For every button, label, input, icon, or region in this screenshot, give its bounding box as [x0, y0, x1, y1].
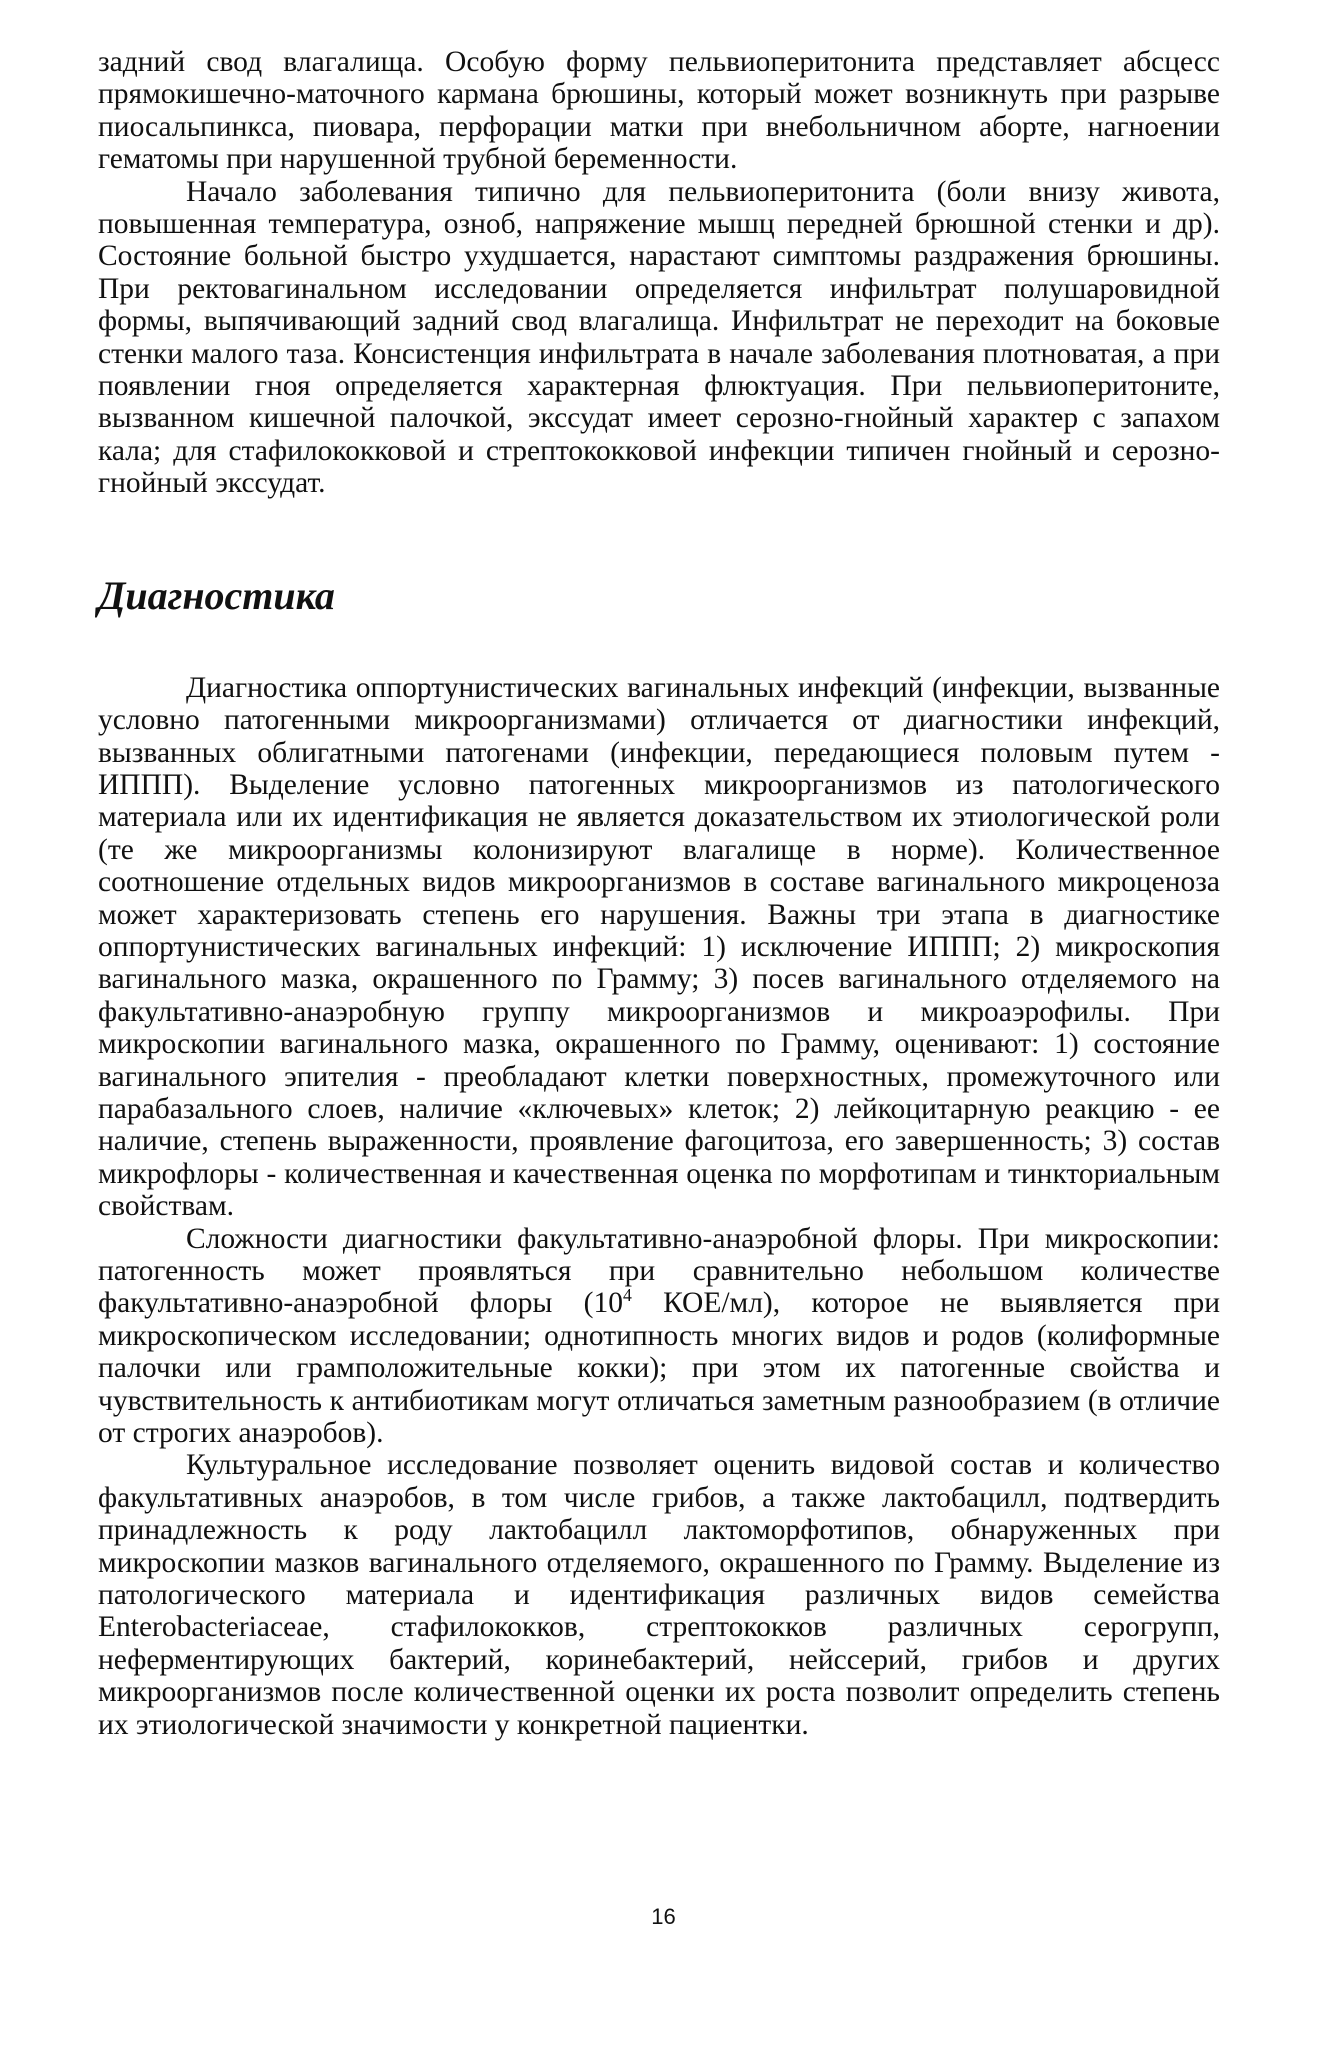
paragraph: задний свод влагалища. Особую форму пельвиоперитонита представляет абсцесс прямокишечно-маточного кармана брюшины, который может возникнуть при разрыве пиосальпинкса, пиовара, перфорации матки при внебольничном аборте, нагноении гематомы при нарушенной трубной беременности. — [98, 46, 1220, 176]
diagnostics-section — [98, 672, 1220, 1741]
section-heading: Диагностика — [98, 572, 335, 618]
intro-section — [98, 46, 1220, 500]
page-number: 16 — [651, 1904, 676, 1929]
paragraph-text: Сложности диагностики факультативно-анаэробной флоры. При микроскопии: патогенность может проявляться при сравнительно небольшом количестве факультативно-анаэробной флоры (10 — [98, 1222, 1220, 1320]
paragraph: Культуральное исследование позволяет оценить видовой состав и количество факультативных анаэробов, в том числе грибов, а также лактобацилл, подтвердить принадлежность к роду лактобацилл лактоморфотипов, обнаруженных при микроскопии мазков вагинального отделяемого, окрашенного по Грамму. Выделение из патологического материала и идентификация различных видов семейства Enterobacteriaceae, стафилококков, стрептококков различных серогрупп, неферментирующих бактерий, коринебактерий, нейссерий, грибов и других микроорганизмов после количественной оценки их роста позволит определить степень их этиологической значимости у конкретной пациентки. — [98, 1449, 1220, 1741]
page-content — [98, 46, 1220, 1741]
paragraph — [98, 1223, 1220, 1450]
superscript: 4 — [622, 1285, 632, 1306]
paragraph: Начало заболевания типично для пельвиоперитонита (боли внизу живота, повышенная температура, озноб, напряжение мышц передней брюшной стенки и др). Состояние больной быстро ухудшается, нарастают симптомы раздражения брюшины. При ректовагинальном исследовании определяется инфильтрат полушаровидной формы, выпячивающий задний свод влагалища. Инфильтрат не переходит на боковые стенки малого таза. Консистенция инфильтрата в начале заболевания плотноватая, а при появлении гноя определяется характерная флюктуация. При пельвиоперитоните, вызванном кишечной палочкой, экссудат имеет серозно-гнойный характер с запахом кала; для стафилококковой и стрептококковой инфекции типичен гнойный и серозно-гнойный экссудат. — [98, 175, 1220, 500]
paragraph: Диагностика оппортунистических вагинальных инфекций (инфекции, вызванные условно патогенными микроорганизмами) отличается от диагностики инфекций, вызванных облигатными патогенами (инфекции, передающиеся половым путем - ИППП). Выделение условно патогенных микроорганизмов из патологического материала или их идентификация не является доказательством их этиологической роли (те же микроорганизмы колонизируют влагалище в норме). Количественное соотношение отдельных видов микроорганизмов в составе вагинального микроценоза может характеризовать степень его нарушения. Важны три этапа в диагностике оппортунистических вагинальных инфекций: 1) исключение ИППП; 2) микроскопия вагинального мазка, окрашенного по Грамму; 3) посев вагинального отделяемого на факультативно-анаэробную группу микроорганизмов и микроаэрофилы. При микроскопии вагинального мазка, окрашенного по Грамму, оценивают: 1) состояние вагинального эпителия - преобладают клетки поверхностных, промежуточного или парабазального слоев, наличие «ключевых» клеток; 2) лейкоцитарную реакцию - ее наличие, степень выраженности, проявление фагоцитоза, его завершенность; 3) состав микрофлоры - количественная и качественная оценка по морфотипам и тинкториальным свойствам. — [98, 671, 1220, 1223]
paragraph-text: КОЕ/мл), которое не выявляется при микроскопическом исследовании; однотипность многих видов и родов (колиформные палочки или грамположительные кокки); при этом их патогенные свойства и чувствительность к антибиотикам могут отличаться заметным разнообразием (в отличие от строгих анаэробов). — [98, 1287, 1220, 1450]
